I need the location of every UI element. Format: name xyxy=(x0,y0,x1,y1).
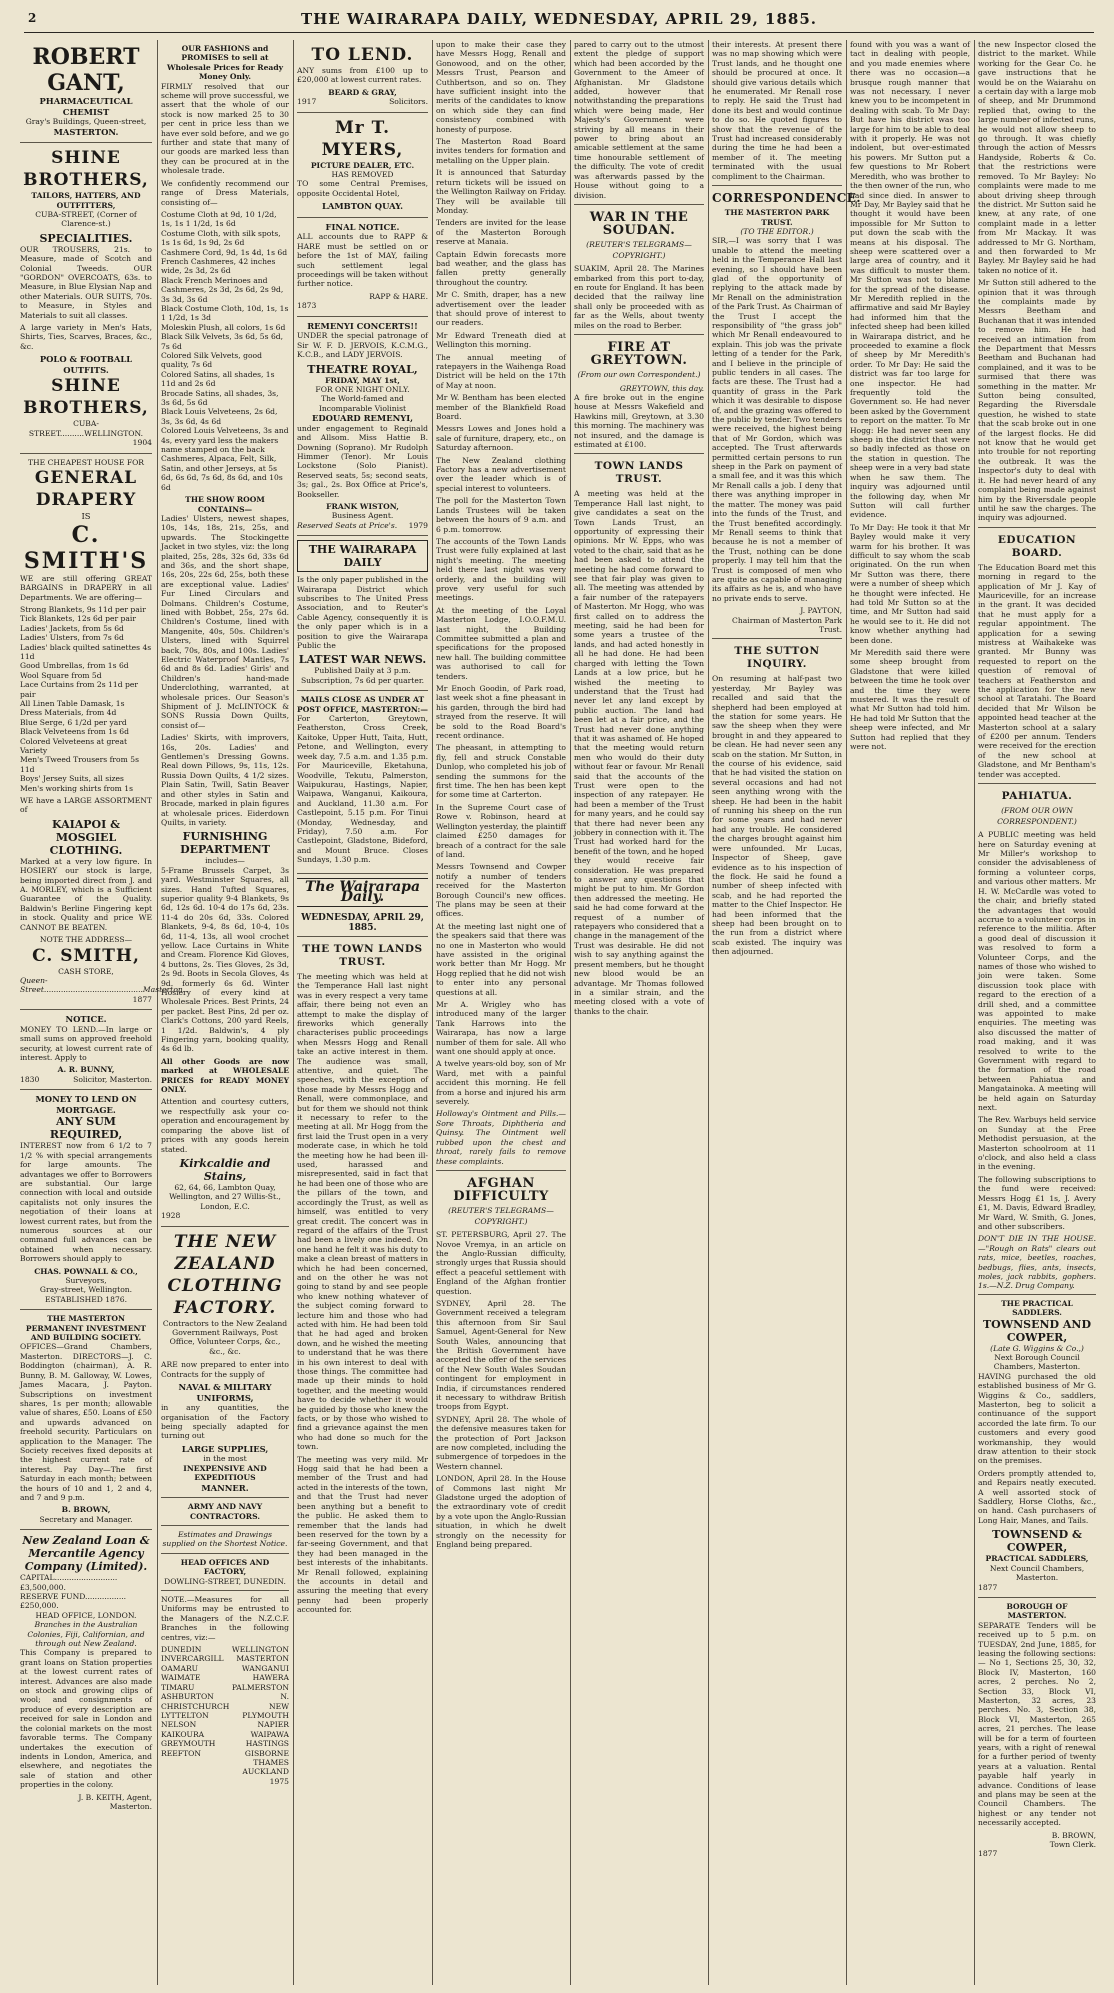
article-text: found with you was a want of tact in dealing with people, and you made enemies where there was no occasion—a brusque rough manner that was not necessary. I never knew you to be incompetent in dealing with scab. To Mr Day: But have his district was too large for him to be able to deal with it properly. He was not indolent, but over-estimated his powers. Mr Sutton put a few questions to Mr Robert Meredith, who was brother to the then owner of the run, who had since died. In answer to Mr Day, Mr Bayley said that he thought it would have been impossible for Mr Sutton to put down the scab with the means at his disposal. The sheep were scattered over a large area of country, and it was difficult to muster them. Mr Sutton was not to blame for the spread of the disease. Mr Meredith replied in the affirmative and said Mr Bayley had informed him that the infected sheep had been killed in Wairarapa district, and he proceeded to examine a flock of sheep by Mr Meredith's order. To Mr Day: He said the district was far too large for one inspector. He had frequently told the Government so. He had never been asked by the Government to report on the matter. To Mr Hogg: He had never seen any sheep in the district that were so badly infected as those on the station in question. The sheep were in a very bad state when he saw them. The inquiry was adjourned until the following day, when Mr Sutton will call further evidence. xyxy=(850,40,970,520)
article-text: SIR,—I was sorry that I was unable to attend the meeting held in the Temperance Hall last evening, so I should have been glad of the opportunity of replying to the attack made by Mr Renall on the administration of the Park Trust. As Chairman of the Trust I accept the responsibility of "the grass job" which Mr Renall endeavoured to explain. This job was the private letting of a tender for the Park, and I believe in the principle of public tenders in all cases. The facts are these. The Trust had a quantity of grass in the Park which it was desirable to dispose of, and the grazing was offered to the public by tender. Two tenders were received, the highest being that of Mr Gordon, which was accepted. The Trust afterwards permitted certain persons to run sheep in the Park on payment of a small fee, and it was this which Mr Renall calls a job. I deny that there was anything improper in the matter. The money was paid into the funds of the Trust, and the Trust benefited accordingly. Mr Renall seems to think that because he is not a member of the Trust, nothing can be done properly. I may tell him that the Trust is composed of men who are quite as capable of managing its affairs as he is, and who have no private ends to serve. xyxy=(712,236,842,603)
ad-heading: ROBERT GANT, xyxy=(32,44,140,96)
ad-list-item: Men's working shirts from 1s xyxy=(20,783,134,793)
town-name: KAIKOURA xyxy=(161,1729,205,1739)
town-name: NAPIER xyxy=(257,1720,289,1730)
ad-notice xyxy=(20,1010,152,1090)
ad-text: IS xyxy=(81,511,91,522)
ad-text: in the most xyxy=(203,1454,247,1464)
ad-gant xyxy=(20,40,152,143)
ad-text: ANY sums from £100 up to £20,000 at lowest current rates. xyxy=(297,66,428,85)
town-name: WANGANUI xyxy=(241,1663,289,1673)
article-text: On resuming at half-past two yesterday, Mr Bayley was recalled and said that the shepherd had been employed at the station for some years. He saw the sheep when they were brought in and they appeared to be clean. He had never seen any scab on the station. Mr Sutton, in the course of his evidence, said that he had visited the station on several occasions and had not seen anything wrong with the sheep. He had been in the habit of running his sheep on the run for some years and had never had any trouble. He considered the charges brought against him were unfounded. Mr Lucas, Inspector of Sheep, gave evidence as to his inspection of the flock. He said he found a number of sheep infected with scab, and he had reported the matter to the Chief Inspector. He had been informed that the sheep had been brought on to the run from a district where scab existed. The inquiry was then adjourned. xyxy=(712,674,842,957)
ad-subheading: SPECIALITIES. xyxy=(39,231,133,245)
ad-list-item: Wool Square from 5d xyxy=(20,670,102,680)
ad-heading: LATEST WAR NEWS. xyxy=(298,653,427,667)
town-list-right xyxy=(229,1645,289,1777)
column-8 xyxy=(978,40,1096,1985)
ad-text: Contractors to the New Zealand Government Railways, Post Office, Volunteer Corps, &c., &c., &c. xyxy=(162,1318,288,1356)
town-name: GREYMOUTH xyxy=(161,1739,216,1749)
article-text: their interests. At present there was no map showing which were Trust lands, and he thought one should be procured at once. It should give various details which he enumerated. Mr Renall rose to reply. He said the Trust had done its best and would continue to do so. He quoted figures to show that the revenue of the Trust had increased considerably during the time he had been a member of it. The meeting terminated with the usual compliment to the Chairman. xyxy=(712,40,842,181)
town-name: OAMARU xyxy=(161,1663,199,1673)
ad-heading: NOTICE. xyxy=(65,1014,107,1025)
ad-text: B. BROWN, xyxy=(1051,1830,1096,1840)
article-text: To Mr Day: He took it that Mr Bayley would make it very warm for his brother. It was difficult to say whom the scab originated. On the run when Mr Sutton was there, there were a number of sheep which he thought were infected. He had told Mr Sutton so at the time, and Mr Sutton had said he would see to it. He did not know whether anything had been done. xyxy=(850,522,970,645)
ad-text: FIRMLY resolved that our scheme will prove successful, we assert that the whole of our stock is now marked 25 to 30 per cent in price less than we have ever sold before, and we go further and state that many of our goods are marked less than they can be procured at in the wholesale trade. xyxy=(161,81,289,176)
ad-list-item: Ladies' Ulsters, from 7s 6d xyxy=(20,633,124,643)
ad-heading: TOWNSEND AND COWPER, xyxy=(982,1317,1092,1344)
ad-subheading: THE SHOW ROOM CONTAINS— xyxy=(185,495,265,514)
ad-number: 1877 xyxy=(978,1582,998,1592)
news-item: Mr A. Wrigley who has introduced many of the larger Tank Harrows into the Wairarapa, has now a large number of them for sale. All who want one should apply at once. xyxy=(436,1000,566,1057)
ad-text: under engagement to Reginald and Allsom. Miss Hattie B. Downing (Soprano). Mr Rudolph Himmer (Tenor). Mr Louis Lockstone (Solo Pianist). Reserved seats, 5s; second seats, 3s; gal., 2s. Box Office at Price's, Bookseller. xyxy=(297,423,428,499)
article-subheading: (From our own Correspondent.) xyxy=(577,369,701,379)
ad-text: Attention and courtesy cutters, we respectfully ask your co-operation and encouragement by comparing the above list of prices with any goods herein stated. xyxy=(161,1097,289,1154)
mails-notice xyxy=(297,691,428,873)
editorial-masthead: The Wairarapa Daily. xyxy=(297,878,428,907)
ad-list-item: Moleskin Plush, all colors, 1s 6d xyxy=(161,322,286,332)
ad-list-item: Blue Serge, 6 1/2d per yard xyxy=(20,717,127,727)
ad-subheading: LAMBTON QUAY. xyxy=(321,201,404,212)
ad-item-list xyxy=(20,605,152,793)
article-signature: Chairman of Masterton Park Trust. xyxy=(732,615,842,634)
ad-text: Business Agent. xyxy=(331,511,394,521)
news-item: The accounts of the Town Lands Trust were fully explained at last night's meeting. The meeting held there last night was very orderly, and the building will prove very useful for such meetings. xyxy=(436,536,566,603)
ad-footer xyxy=(20,1075,152,1084)
ad-heading: C. SMITH'S xyxy=(23,521,149,574)
ad-list-item: Black French Merinoes and Cashmeres, 2s 3d, 2s 6d, 2s 9d, 3s 3d, 3s 6d xyxy=(161,275,284,304)
article-text: Mr Sutton still adhered to the opinion that it was through the complaints made by Messrs Beetham and Buchanan that it was intended to remove him. He had received an intimation from the Department that Messrs Beetham and Buchanan had complained, and it was to be surmised that there was something in the matter. Mr Sutton being consulted, Regarding the Riversdale question, he wished to state that the scab broke out in one of the largest flocks. He did not know that he would get into trouble for not reporting the outbreak. It was the Inspector's duty to deal with it. He had never heard of any complaint being made against him by the Riversdale people until he saw the charges. The inquiry was adjourned. xyxy=(978,278,1097,523)
ad-text: Subscription, 7s 6d per quarter. xyxy=(300,675,425,685)
ad-text: 62, 64, 66, Lambton Quay, Wellington, and 27 Willis-St., London, E.C. xyxy=(169,1182,281,1211)
town-name: THAMES xyxy=(253,1757,289,1767)
news-item: Messrs Lowes and Jones hold a sale of furniture, drapery, etc., on Saturday afternoon. xyxy=(436,424,566,453)
ad-text: J. B. KEITH, Agent, xyxy=(78,1792,152,1802)
column-2 xyxy=(161,40,289,1985)
news-item: The Masterton Road Board invites tenders for formation and metalling on the Upper plain. xyxy=(436,137,566,165)
ad-text: FRANK WISTON, xyxy=(326,501,399,511)
ad-text: This Company is prepared to grant loans on Station properties at the lowest current rates of interest. Advances are also made on stock and growing clips of wool; and consignments of produce of every description are received for sale in London and the colonial markets on the most favorable terms. The Company undertakes the execution of indents in London, America, and elsewhere, and negotiates the sale of station and other properties in the colony. xyxy=(20,1648,152,1790)
ad-wairarapa-daily xyxy=(297,536,428,691)
article-heading: FIRE AT GREYTOWN. xyxy=(590,339,688,368)
ad-text: WE are still offering GREAT BARGAINS in DRAPERY in all Departments. We are offering— xyxy=(20,573,152,602)
column-rule xyxy=(846,40,847,1985)
ad-text: Ladies' Ulsters, newest shapes, 10s, 14s, 18s, 21s, 25s, and upwards. The Stockingette Jacket in two styles, viz: the long plaited, 25s, 28s, 32s 6d, 33s 6d and 36s, and the short shape, 16s, 20s, 22s 6d, 25s, both these are exceptional value. Ladies' Fur Lined Circulars and Dolmans. Children's Costume, lined with Bobbet, 25s, 27s 6d. Children's Costume, lined with Mangenite, 40s, 50s. Children's Ulsters, lined with Squirrel back, 70s, 80s, and 100s. Ladies' Electric Waterproof Mantles, 7s 6d and 8s 6d. Ladies' Girls' and Children's hand-made Underclothing, warranted, at wholesale prices. Our Season's Shipment of J. McLINTOCK & SONS Russia Down Quilts, consist of— xyxy=(161,513,289,730)
ad-text: Reserved Seats at Price's. xyxy=(297,520,398,530)
column-6 xyxy=(712,40,862,1985)
article-text: the new Inspector closed the district to the market. While working for the Gear Co. he gave instructions that he would be on the Waiarahu on a certain day with a large mob of sheep, and Mr Drummond replied that, owing to the large number of infected runs, he would not allow sheep to go through. It was chiefly through the action of Messrs Handyside, Roberts & Co. that the restrictions were removed. To Mr Bayley: No complaints were made to me about driving sheep through the district. Mr Sutton said he knew, at any rate, of one complaint made in a letter from Mr Mackay. It was addressed to Mr G. Northam, and then forwarded to Mr Bayley. Mr Bayley said he had taken no notice of it. xyxy=(978,40,1096,275)
article-text: The Rev. Warbuys held service on Sunday at the Free Methodist persuasion, at the Masterton schoolroom at 11 o'clock, and also held a class in the evening. xyxy=(978,1115,1096,1172)
ad-heading: SHINE BROTHERS, xyxy=(23,376,149,419)
ad-text: CUBA-STREET..........WELLINGTON. xyxy=(28,419,144,438)
ad-text: SEPARATE Tenders will be received up to 5 p.m. on TUESDAY, 2nd June, 1885, for leasing the following sections:— No 1, Sections 25, 30, 32, Block IV, Masterton, 160 acres, 2 perches. No 2, Section 33, Block VI, Masterton, 32 acres, 23 perches. No. 3, Section 38, Block VI, Masterton, 265 acres, 21 perches. The lease will be for a term of fourteen years, with a right of renewal for a further period of twenty years at a valuation. Rental payable half yearly in advance. Conditions of lease and plans may be seen at the Council Chambers. The highest or any tender not necessarily accepted. xyxy=(978,1620,1096,1828)
article-text: A fire broke out in the engine house at Messrs Wakefield and Hawkins mill, Greytown, at 3.30 this morning. The machinery was not insured, and the damage is estimated at £100. xyxy=(574,392,704,449)
ad-text: Published Daily at 3 p.m. xyxy=(314,666,411,676)
article-subheading: (FROM OUR OWN CORRESPONDENT.) xyxy=(997,806,1077,826)
ad-text: A. R. BUNNY, xyxy=(57,1065,115,1075)
ad-text: The World-famed and Incomparable Violinist xyxy=(318,394,407,413)
article-text: SYDNEY, April 28. The whole of the defensive measures taken for the protection of Port Jackson are now completed, including the submergence of torpedoes in the Western channel. xyxy=(436,1414,566,1471)
town-list-left xyxy=(161,1645,229,1777)
ad-subheading: NAVAL & MILITARY UNIFORMS, xyxy=(178,1381,272,1403)
town-name: LYTTELTON xyxy=(161,1710,209,1720)
news-item: Mr Enoch Goodin, of Park road, last week shot a fine pheasant in his garden, through the bird had strayed from the reserve. It will be sold to the Road Board's recent ordinance. xyxy=(436,684,566,741)
ad-number: 1877 xyxy=(132,994,152,1004)
ad-kirkcaldie xyxy=(161,40,289,1227)
town-name: WAIPAWA xyxy=(250,1729,289,1739)
ad-text: Ladies' Skirts, with improvers, 16s, 20s. Ladies' and Gentlemen's Dressing Gowns. Real down Pillows, 9s, 11s, 12s. Russia Down Quilts, 4 1/2 sizes. Plain Satin, Twill, Satin Beaver and other styles in Satin and Brocade, marked in plain figures at wholesale prices. Eiderdown Quilts, in variety. xyxy=(161,733,289,827)
ad-heading: EDOUARD REMENYI, xyxy=(311,413,414,424)
ad-text: TO some Central Premises, opposite Occidental Hotel, xyxy=(297,179,428,198)
town-name: NELSON xyxy=(161,1720,197,1730)
town-name: GISBORNE xyxy=(244,1748,289,1758)
town-name: NEW PLYMOUTH xyxy=(242,1701,289,1720)
ad-heading: TO LEND. xyxy=(311,45,414,65)
column-rule xyxy=(974,40,975,1985)
article-heading: CORRESPONDENCE. xyxy=(712,191,862,206)
ad-text: Next Council Chambers, Masterton. xyxy=(989,1563,1085,1583)
news-item: Tenders are invited for the lease of the Masterton Borough reserve at Manaia. xyxy=(436,218,566,247)
article-heading: TOWN LANDS TRUST. xyxy=(594,460,684,486)
article-text: pared to carry out to the utmost extent the pledge of support which had been accorded by the Government to the Ameer of Afghanistan. Mr Gladstone added, however that notwithstanding the preparations which were being made, Her Majesty's Government were striving by all means in their power to bring about an amicable settlement at the same time honourable settlement of the difficulty. The vote of credit was afterwards passed by the House without going to a division. xyxy=(574,40,704,200)
ad-number: 1877 xyxy=(978,1849,998,1859)
ad-text: MONEY TO LEND.—In large or small sums on approved freehold security, at lowest current rate of interest. Apply to xyxy=(20,1024,152,1062)
ad-list-item: Costume Cloth, with silk spots, 1s 1s 6d, 1s 9d, 2s 6d xyxy=(161,228,281,248)
ad-text: (Late G. Wiggins & Co.,) xyxy=(990,1343,1084,1353)
ad-list-item: Strong Blankets, 9s 11d per pair xyxy=(20,604,146,614)
ad-list-item: All Linen Table Damask, 1s xyxy=(20,698,125,708)
news-item: The New Zealand clothing Factory has a new advertisement over the leader which is of special interest to volunteers. xyxy=(436,455,566,493)
ad-list-item: French Cashmeres, 42 inches wide, 2s 3d, 2s 6d xyxy=(161,256,276,276)
column-rule xyxy=(570,40,571,1985)
town-name: ASHBURTON xyxy=(161,1692,214,1702)
ad-text: Orders promptly attended to, and Repairs neatly executed. A well assorted stock of Saddlery, Horse Cloths, &c., on hand. Cash purchasers of Long Hair, Manes, and Tails. xyxy=(978,1468,1096,1525)
ad-text: DOWLING-STREET, DUNEDIN. xyxy=(164,1576,286,1586)
ad-text: OFFICES—Grand Chambers, Masterton. DIRECTORS—J. C. Boddington (chairman), A. R. Bunny, B. M. Galloway, W. Lowes, James Macara, J. Payton. Subscriptions on investment shares, 1s per month; allowable value of shares, £50. Loans of £50 and upwards advanced on freehold security. Particulars on application to the Manager. The Society receives fixed deposits at the highest current rate of interest. Pay Day—The first Saturday in each month; between the hours of 10 and 1, 2 and 4, and 7 and 9 p.m. xyxy=(20,1342,152,1502)
ad-list-item: Ladies' black quilted satinettes 4s 11d xyxy=(20,642,152,661)
ad-heading: Mr T. MYERS, xyxy=(321,117,404,160)
article-subheading: (TO THE EDITOR.) xyxy=(740,226,814,236)
news-item: In the Supreme Court case of Rowe v. Robinson, heard at Wellington yesterday, the plaintiff claimed £250 damages for breach of a contract for the sale of land. xyxy=(436,802,566,859)
ad-to-lend xyxy=(297,40,428,113)
article-text: A meeting was held at the Temperance Hall last night, to give candidates a seat on the Town Lands Trust, an opportunity of expressing their opinions. Mr W. Epps, who was voted to the chair, said that as he had been asked to attend the meeting he had come forward to see that fair play was given to all. The meeting was attended by a fair number of the ratepayers of Masterton. Mr Hogg, who was first called on to address the meeting, said he had been for some years a trustee of the lands, and had acted honestly in all he had done. He had been charged with letting the Town Lands at a low price, but he wished the meeting to understand that the Trust had never let any land except by public auction. The land had been let at a fair price, and the Trust had never done anything that it was ashamed of. He hoped that the meeting would return men who would do their duty without fear or favour. Mr Renall said that the accounts of the Trust were open to the inspection of any ratepayer. He had been a member of the Trust for many years, and he could say that there had never been any jobbery in connection with it. The Trust had worked hard for the benefit of the town, and he hoped they would receive fair consideration. He was prepared to answer any questions that might be put to him. Mr Gordon then addressed the meeting. He said he had come forward at the request of a number of ratepayers who considered that a change in the management of the Trust was desirable. He did not wish to say anything against the present members, but he thought new blood would be an advantage. Mr Thomas followed in a similar strain, and the meeting closed with a vote of thanks to the chair. xyxy=(574,489,704,1016)
ad-text: Marked at a very low figure. In HOSIERY our stock is large, being imported direct from J. and A. MORLEY, which is a Sufficient Guarantee of the Quality. Baldwin's Berline Fingering kept in stock. Quality and price WE CANNOT BE BEATEN. xyxy=(20,856,152,932)
column-5 xyxy=(574,40,704,1985)
ad-text: ESTABLISHED 1876. xyxy=(44,1294,128,1304)
ad-list-item: Men's Tweed Trousers from 5s 11d xyxy=(20,755,139,774)
column-rule xyxy=(432,40,433,1985)
news-item: The poll for the Masterton Town Lands Trustees will be taken between the hours of 9 a.m. and 6 p.m. tomorrow. xyxy=(436,496,566,534)
article-text: upon to make their case they have Messrs Hogg, Renall and Gonowood, and on the other, Messrs Trust, Pearson and Cuthbertson, and so on. They have sufficient insight into the merits of the candidates to know on which side they can find consistency combined with honesty of purpose. xyxy=(436,40,566,134)
news-item: The pheasant, in attempting to fly, fell and struck Constable Dunlop, who completed his job of sending the summons for the first time. The hen has been kept for some time at Carterton. xyxy=(436,743,566,800)
ad-number: 1904 xyxy=(132,438,152,448)
article-text: The Education Board met this morning in regard to the application of Mr J. Kay of Mauriceville, for an increase in the grant. It was decided that he must apply for a regular appointment. The application for a sewing mistress at Waihakeke was granted. Mr Bunny was requested to report on the question of removal of teachers at Featherston and the application for the new school at Taratahi. The Board decided that Mr Wilson be appointed head teacher at the Masterton school at a salary of £200 per annum. Tenders were received for the erection of the new school at Gladstone, and Mr Bentham's tender was accepted. xyxy=(978,562,1096,779)
ad-subheading: HEAD OFFICES AND FACTORY, xyxy=(180,1557,270,1577)
ad-subheading: PHARMACEUTICAL CHEMIST xyxy=(39,96,133,117)
town-name: INVERCARGILL xyxy=(161,1654,224,1664)
ad-text: We confidently recommend our range of Dress Materials, consisting of— xyxy=(161,178,289,207)
ad-item-list xyxy=(161,210,289,492)
column-3 xyxy=(297,40,428,1985)
ad-subheading: MANNER. xyxy=(201,1482,249,1493)
article-heading: WAR IN THE SOUDAN. xyxy=(589,209,689,238)
ad-text: RESERVE FUND.................£250,000. xyxy=(20,1592,127,1611)
news-item: Mr C. Smith, draper, has a new advertisement over the leader that should prove of interest to our readers. xyxy=(436,290,566,328)
ad-list-item: Black Velveteens from 1s 6d xyxy=(20,727,130,737)
article-text: SUAKIM, April 28. The Marines embarked from this port to-day, en route for England. It has been decided that the railway line shall only be proceeded with as far as the Wells, about twenty miles on the road to Berber. xyxy=(574,264,704,330)
editorial-dateline: WEDNESDAY, APRIL 29, 1885. xyxy=(297,911,428,937)
ad-subheading: INEXPENSIVE AND EXPEDITIOUS xyxy=(183,1463,267,1483)
ad-heading: THE WAIRARAPA DAILY xyxy=(297,540,428,572)
ad-text: OUR TROUSERS, 21s. to Measure, made of Scotch and Colonial Tweeds. OUR "GORDON" OVERCOATS, 63s. to Measure, in Blue Elysian Nap and other Materials. OUR SUITS, 70s. to Measure, in Styles and Materials to suit all classes. xyxy=(20,244,152,320)
ad-text: Gray's Buildings, Queen-street, xyxy=(25,117,147,127)
ad-list-item: Lace Curtains from 2s 11d per pair xyxy=(20,680,138,699)
ad-text: All other Goods are now marked at WHOLESALE PRICES for READY MONEY ONLY. xyxy=(161,1056,289,1095)
article-text: The following subscriptions to the fund were received: Messrs Hogg £1 1s, J. Avery £1, M. Davis, Edward Bradley, Mr Ward, W. Smith, G. Jones, and other subscribers. xyxy=(978,1174,1096,1231)
article-subheading: THE MASTERTON PARK TRUST. xyxy=(724,208,830,227)
masthead xyxy=(24,10,1094,33)
article-text: ST. PETERSBURG, April 27. The Novoe Vremya, in an article on the Anglo-Russian difficulty, strongly urges that Russia should effect a peaceful settlement with England of the Afghan frontier question. xyxy=(436,1230,566,1296)
ad-text: Solicitor, Masterton. xyxy=(73,1074,152,1084)
ad-text: Branches in the Australian Colonies, Fiji, Californian, and through out New Zealand. xyxy=(27,1620,145,1649)
ad-list-item: Black Silk Velvets, 3s 6d, 5s 6d, 7s 6d xyxy=(161,332,284,351)
ad-text: THE CHEAPEST HOUSE FOR xyxy=(27,457,145,467)
ad-text: Solicitors. xyxy=(389,97,428,107)
ad-text: INTEREST now from 6 1/2 to 7 1/2 % with special arrangements for large amounts. The advantages we offer to Borrowers are substantial. Our large connection with local and outside capitalists not only insures the negotiation of their loans at lowest current rates, but from the numerous sources at our command full advances can be obtained when necessary. Borrowers should apply to xyxy=(20,1141,152,1264)
news-item: Holloway's Ointment and Pills.—Sore Throats, Diphtheria and Quinsy. The Ointment well rubbed upon the chest and throat, rarely fails to remove these complaints. xyxy=(436,1109,566,1166)
ad-text: B. BROWN, xyxy=(61,1505,111,1515)
news-item: A twelve years-old boy, son of Mr Ward, met with a painful accident this morning. He fell from a horse and injured his arm severely. xyxy=(436,1059,566,1107)
article-dateline: GREYTOWN, this day. xyxy=(619,383,704,393)
article-heading: THE TOWN LANDS TRUST. xyxy=(302,942,423,968)
article-text: Mr Meredith said there were some sheep brought from Gladstone that were killed between the time he took over and the time they were mustered. It was the result of what Mr Sutton had told him. He had told Mr Sutton that the sheep were infected, and Mr Sutton had replied that they were not. xyxy=(850,648,970,752)
ad-text: FOR ONE NIGHT ONLY. xyxy=(315,384,410,394)
news-item: Messrs Townsend and Cowper notify a number of tenders received for the Masterton Borough Council's new offices. The plans may be seen at their offices. xyxy=(436,862,566,919)
ad-heading: KAIAPOI & MOSGIEL xyxy=(51,817,121,844)
ad-heading: THE PRACTICAL SADDLERS. xyxy=(1001,1298,1073,1318)
town-name: WAIMATE xyxy=(161,1673,201,1683)
ad-list-item: Colored Velveteens at great Variety xyxy=(20,736,128,755)
ad-heading: MONEY TO LEND ON MORTGAGE. xyxy=(35,1094,137,1115)
ad-final-notice xyxy=(297,218,428,317)
article-text: The meeting was very mild. Mr Hogg said that he had been a member of the Trust and had acted in the interests of the town, and that the Trust had never been anything but a benefit to the public. He asked them to remember that the lands had been reserved for the town by a far-seeing Government, and that they had been managed in the best interests of the inhabitants. Mr Renall followed, explaining the accounts in detail and assuring the meeting that every penny had been properly accounted for. xyxy=(297,1454,428,1615)
page-number: 2 xyxy=(28,11,37,25)
ad-subheading: PRACTICAL SADDLERS, xyxy=(985,1554,1089,1564)
ad-text: CAPITAL..........................£3,500,000. xyxy=(20,1573,118,1592)
ad-text: ALL accounts due to RAPP & HARE must be settled on or before the 1st of MAY, failing such settlement legal proceedings will be taken without further notice. xyxy=(297,232,428,289)
news-item: Captain Edwin forecasts more bad weather, and the glass has fallen pretty generally throughout the country. xyxy=(436,249,566,287)
ad-subheading: LARGE SUPPLIES, xyxy=(181,1443,269,1454)
ad-csmith xyxy=(20,454,186,1010)
ad-text: in any quantities, the organisation of the Factory being specially adapted for turning out xyxy=(161,1403,289,1441)
article-subheading: (REUTER'S TELEGRAMS—COPYRIGHT.) xyxy=(448,1205,554,1226)
newspaper-title: THE WAIRARAPA DAILY, WEDNESDAY, APRIL 29, 1885. xyxy=(300,10,818,28)
ad-text: includes— xyxy=(205,856,245,866)
ad-heading: THE MASTERTON PERMANENT INVESTMENT AND BUILDING SOCIETY. xyxy=(25,1314,147,1343)
ad-nz-clothing-factory xyxy=(161,1227,289,1792)
ad-text: CHAS. POWNALL & CO., xyxy=(34,1266,138,1276)
column-7 xyxy=(850,40,970,1985)
ad-heading: THE NEW ZEALAND CLOTHING FACTORY. xyxy=(167,1231,283,1318)
ad-number: 1928 xyxy=(161,1211,181,1221)
ad-text: RAPP & HARE. xyxy=(369,291,428,301)
ad-list-item: Colored Louis Velveteens, 3s and 4s, every yard less the makers name stamped on the back xyxy=(161,426,289,455)
ad-list-item: Good Umbrellas, from 1s 6d xyxy=(20,661,129,671)
ad-heading: SHINE BROTHERS, xyxy=(23,148,149,191)
town-name: TIMARU xyxy=(161,1682,195,1692)
ad-text: Next Borough Council Chambers, Masterton. xyxy=(993,1352,1081,1372)
ad-list-item: Dress Materials, from 4d xyxy=(20,708,117,718)
ad-borough xyxy=(978,1598,1096,1864)
ad-shine xyxy=(20,143,152,454)
ad-heading: OUR FASHIONS and PROMISES to sell at Wholesale Prices for Ready Money Only. xyxy=(166,44,284,82)
town-name: DUNEDIN xyxy=(161,1645,202,1655)
ad-list-item: Costume Cloth at 9d, 10 1/2d, 1s, 1s 1 1/2d, 1s 6d xyxy=(161,209,277,229)
ad-remenyi xyxy=(297,317,428,537)
ad-permanent xyxy=(20,1310,152,1530)
ad-footer xyxy=(297,521,428,530)
article-signature: J. PAYTON, xyxy=(800,606,842,616)
ad-heading: MAILS CLOSE AS UNDER AT POST OFFICE, MASTERTON:— xyxy=(297,695,428,714)
ad-text: Secretary and Manager. xyxy=(39,1514,133,1524)
ad-text: NOTE THE ADDRESS— xyxy=(39,935,133,945)
town-name: AUCKLAND xyxy=(242,1767,289,1777)
article-text: The meeting which was held at the Temperance Hall last night was in every respect a very tame affair, there being not even an attempt to make the display of fireworks which generally characterises public proceedings when Messrs Hogg and Renall take an active interest in them. The audience was small, attentive, and quiet. The speeches, with the exception of those made by Messrs Hogg and Renall, were commonplace, and but for them we should not think it necessary to refer to the meeting at all. Mr Hogg from the first laid the Trust open in a very moderate case, in which he told the meeting how he had been ill-used, harassed and misrepresented, said in fact that he had been one of those who are the pillars of the town, and accordingly the Trust, as well as himself, was entitled to very great credit. The concert was in regard of the affairs of the Trust had been a lively one indeed. On one hand he felt it was his duty to make a clean breast of matters in which he had been concerned, and on the other he was not going to stand by and see people who knew nothing whatever of the subject coming forward to lecture him and those who had acted with him. He had been told that he had aged and broken down, and he wished the meeting to understand that he was there in his own interest to deal with those things. The committee had made up their minds to hold together, and the meeting would have to decide whether it would be guided by those who knew the facts, or by those who wished to find a grievance against the men who had done so much for the town. xyxy=(297,971,428,1452)
ad-list-item: Brocade Satins, all shades, 3s, 3s 6d, 5s 6d xyxy=(161,388,279,408)
ad-text: HEAD OFFICE, LONDON. xyxy=(35,1610,137,1620)
ad-heading: Kirkcaldie and Stains, xyxy=(179,1156,271,1183)
ad-subheading: FURNISHING DEPARTMENT xyxy=(180,830,270,857)
ad-list-item: Ladies' Jackets, from 5s 6d xyxy=(20,623,124,633)
town-name: CHRISTCHURCH xyxy=(161,1701,230,1711)
ad-text: MASTERTON. xyxy=(53,126,119,137)
ad-heading: GENERAL DRAPERY xyxy=(34,468,138,511)
ad-text: Surveyors, xyxy=(65,1276,107,1286)
article-text: LONDON, April 28. In the House of Commons last night Mr Gladstone urged the adoption of the extraordinary vote of credit by a vote upon the Anglo-Russian situation, in which he dwelt strongly on the necessity for England being prepared. xyxy=(436,1474,566,1550)
town-name: MASTERTON xyxy=(236,1654,289,1664)
ad-heading: C. SMITH, xyxy=(32,945,140,966)
column-rule xyxy=(708,40,709,1985)
column-4 xyxy=(436,40,566,1985)
ad-text: CUBA-STREET, (Corner of Clarence-st.) xyxy=(35,210,137,229)
ad-text: Masterton. xyxy=(109,1801,152,1811)
ad-list-item: Tick Blankets, 12s 6d per pair xyxy=(20,614,136,624)
ad-text: ARE now prepared to enter into Contracts for the supply of xyxy=(161,1360,289,1379)
article-text: SYDNEY, April 28. The Government received a telegram this afternoon from Sir Saul Samuel, Agent-General for New South Wales, announcing that the British Government have accepted the offer of the services of the New South Wales Soudan contingent for employment in India, if circumstances rendered it necessary to withdraw British troops from Egypt. xyxy=(436,1298,566,1412)
ad-heading: ANY SUM REQUIRED, xyxy=(49,1115,123,1142)
ad-text: A large variety in Men's Hats, Shirts, Ties, Scarves, Braces, &c., &c. xyxy=(20,323,152,351)
ad-text: BEARD & GRAY, xyxy=(328,87,397,97)
article-text: A PUBLIC meeting was held here on Saturday evening at Mr Miller's workshop to consider the advisableness of forming a volunteer corps, and various other matters. Mr H. W. McCardle was voted to the chair, and briefly stated the advantages that would accrue to a volunteer corps in reference to the militia. After a good deal of discussion it was resolved to form a Volunteer Corps, and the names of those who wished to join were taken. Some discussion took place with regard to the erection of a drill shed, and a committee was appointed to make enquiries. The meeting was also discussed the matter of road making, and it was resolved to write to the Government with regard to the formation of the road between Pahiatua and Mangatainoka. A meeting will be held again on Saturday next. xyxy=(978,830,1096,1113)
ad-subheading: TAILORS, HATTERS, AND OUTFITTERS, xyxy=(31,191,141,210)
ad-heading: REMENYI CONCERTS!! xyxy=(307,320,418,331)
ad-text: HAVING purchased the old established business of Mr G. Wiggins & Co., saddlers, Masterton, beg to solicit a continuance of the support accorded the late firm. To our customers and every good workmanship, they would draw attention to their stock on the premises. xyxy=(978,1371,1096,1466)
town-name: REEFTON xyxy=(161,1748,202,1758)
ad-text: DON'T DIE IN THE HOUSE.—"Rough on Rats" clears out rats, mice, beetles, roaches, bedbugs, flies, ants, insects, moles, jack rabbits, gophers. 1s.—N.Z. Drug Company. xyxy=(978,1234,1096,1291)
ad-heading: CLOTHING. xyxy=(49,843,123,857)
ad-nz-loan xyxy=(20,1530,152,1816)
ad-text: Estimates and Drawings supplied on the Shortest Notice. xyxy=(162,1530,288,1549)
ad-number: 1873 xyxy=(297,301,317,311)
ad-text: FRIDAY, MAY 1st, xyxy=(325,375,400,385)
ad-footer xyxy=(297,97,428,106)
ad-heading: FINAL NOTICE. xyxy=(325,221,400,232)
ad-list-item: Cashmere Cord, 9d, 1s 4d, 1s 6d xyxy=(161,247,288,257)
ad-text: HAS REMOVED xyxy=(331,170,394,180)
news-item: At the meeting last night one of the speakers said that there was no one in Masterton who would have assisted in the original work better than Mr Hogg. Mr Hogg replied that he did not wish to enter into any personal questions at all. xyxy=(436,921,566,997)
ad-money xyxy=(20,1090,152,1310)
ad-subheading: PICTURE DEALER, ETC. xyxy=(310,160,415,170)
ad-number: 1979 xyxy=(408,520,428,530)
town-list xyxy=(161,1645,289,1777)
town-name: HASTINGS xyxy=(245,1739,289,1749)
ad-heading: TOWNSEND & COWPER, xyxy=(992,1528,1082,1555)
ad-text: UNDER the special patronage of Sir W. F. D. JERVOIS, K.C.M.G., K.C.B., and LADY JERVOIS. xyxy=(297,331,428,360)
article-heading: THE SUTTON INQUIRY. xyxy=(734,645,820,671)
article-heading: EDUCATION BOARD. xyxy=(997,533,1077,559)
ad-text: 5-Frame Brussels Carpet, 3s yard. Westminster Squares, all sizes. Hand Tufted Squares, superior quality 9-4 Blankets, 9s 6d, 12s 6d. 10-4 do 17s 6d, 23s. 11-4 do 20s 6d, 33s. Colored Blankets, 9-4, 8s 6d, 10-4, 10s 6d, 11-4, 13s, all wool crochet yellow. Lace Curtains in White and Cream. Florence Kid Gloves, 4 buttons, 2s. Ties Gloves, 2s 3d, 2s 9d. Boots in Secola Gloves, 4s 9d. formerly 6s 6d. Winter Hosiery of every kind at Wholesale Prices. Best Prints, 24 per packet. Best Pins, 2d per oz. Clark's Cottons, 200 yard Reels, 1 1/2d. Baldwin's, 4 ply Fingering yarn, booking quality, 4s 6d lb. xyxy=(161,865,289,1054)
ad-subheading: POLO & FOOTBALL OUTFITS. xyxy=(39,354,133,375)
ad-list-item: Black Louis Velveteens, 2s 6d, 3s, 3s 6d, 4s 6d xyxy=(161,407,278,426)
column-rule xyxy=(157,40,158,1985)
column-rule xyxy=(293,40,294,1985)
ad-heading: BOROUGH OF MASTERTON. xyxy=(1006,1601,1068,1621)
article-heading: PAHIATUA. xyxy=(1001,790,1073,803)
ad-subheading: ARMY AND NAVY CONTRACTORS. xyxy=(187,1502,263,1521)
news-item: At the meeting of the Loyal Masterton Lodge, I.O.O.F.M.U. last night, the Building Committee submitted a plan and specifications for the proposed new hall. The building committee was authorised to call for tenders. xyxy=(436,605,566,681)
ad-list-item: Boys' Jersey Suits, all sizes xyxy=(20,774,124,784)
ad-list-item: Black Costume Cloth, 10d, 1s, 1s 1 1/2d, 1s 3d xyxy=(161,303,289,323)
ad-text: NOTE.—Measures for all Uniforms may be entrusted to the Managers of the N.Z.C.F. Branches in the following centres, viz:— xyxy=(161,1595,289,1642)
ad-list-item: Cashmeres, Alpaca, Felt, Silk, Satin, and other Jerseys, at 5s 6d, 6s 6d, 7s 6d, 8s 6d, and 10s 6d xyxy=(161,454,283,492)
news-item: It is announced that Saturday return tickets will be issued on the Wellington Railway on Friday. They will be available till Monday. xyxy=(436,168,566,215)
ad-heading: THEATRE ROYAL, xyxy=(307,362,418,376)
ad-number: 1975 xyxy=(269,1776,289,1786)
ad-text: Gray-street, Wellington. xyxy=(39,1285,133,1295)
news-item: Mr W. Bentham has been elected member of the Blankfield Road Board. xyxy=(436,393,566,422)
ad-list-item: Colored Satins, all shades, 1s 11d and 2s 6d xyxy=(161,369,275,389)
ad-text: Queen-Street.........................................Masterton. xyxy=(20,975,186,995)
town-name: WELLINGTON xyxy=(231,1645,289,1655)
ad-text: WE have a LARGE ASSORTMENT of xyxy=(20,796,152,815)
ad-text: Town Clerk. xyxy=(1049,1840,1096,1850)
ad-heading: New Zealand Loan & Mercantile Agency Company (Limited). xyxy=(22,1534,150,1574)
ad-list-item: Colored Silk Velvets, good quality, 7s 6d xyxy=(161,351,262,370)
town-name: HAWERA xyxy=(252,1673,289,1683)
article-heading: AFGHAN DIFFICULTY xyxy=(453,1175,549,1204)
ad-number: 1917 xyxy=(297,97,317,107)
town-name: PALMERSTON N. xyxy=(231,1682,289,1702)
article-subheading: (REUTER'S TELEGRAMS—COPYRIGHT.) xyxy=(586,239,692,260)
ad-text: CASH STORE, xyxy=(58,966,114,976)
news-item: The annual meeting of ratepayers in the Waihenga Road District will be held on the 17th of May at noon. xyxy=(436,352,566,390)
ad-myers xyxy=(297,113,428,218)
ad-text: Is the only paper published in the Wairarapa District which subscribes to The United Press Association, and to Reuter's Cable Agency, consequently it is the only paper which is in a position to give the Wairarapa Public the xyxy=(297,575,428,651)
ad-text: For Carterton, Greytown, Featherston, Cross Creek, Kaitoke, Upper Hutt, Taita, Hutt, Petone, and Wellington, every week day, 7.5 a.m. and 1.35 p.m. For Mauriceville, Eketahuna, Woodville, Tekutu, Palmerston, Waipukurau, Hastings, Napier, Waipawa, Wanganui, Kaikoura, and Auckland, 11.30 a.m. For Castlepoint, 5.15 p.m. For Tinui (Monday, Wednesday, and Friday), 7.50 a.m. For Castlepoint, Gladstone, Bideford, and Mount Bruce. Closes Sundays, 1.30 p.m. xyxy=(297,714,428,865)
ad-number: 1830 xyxy=(20,1074,40,1084)
news-item: Mr Edward Treneath died at Wellington this morning. xyxy=(436,330,566,350)
ad-townsend xyxy=(978,1294,1096,1598)
